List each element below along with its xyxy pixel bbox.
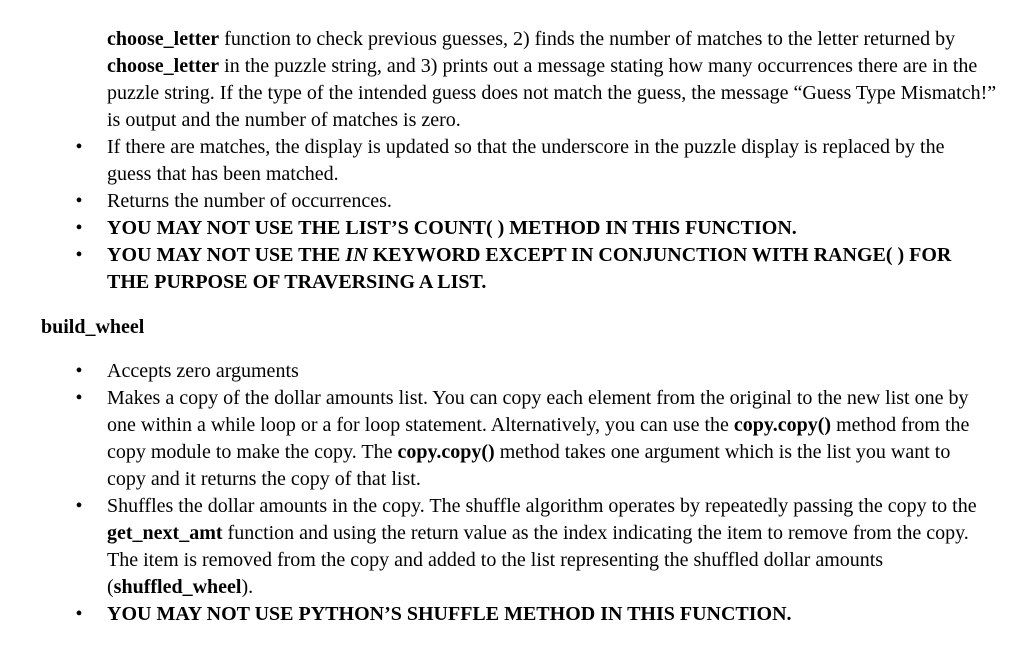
paragraph-text: in the puzzle string, and 3) prints out a message stating how many occurrences there are in the puzzle string. If the type of the intended guess does not match the guess, the message “Guess Type Mismatch!” is output and the number of matches is zero. — [107, 55, 997, 131]
list-item-text: Accepts zero arguments — [107, 360, 299, 382]
list-item-text-part: method takes one argument which is the list you want to copy and it returns the copy of that list. — [107, 441, 951, 490]
section-heading-build-wheel: build_wheel — [41, 316, 145, 338]
paragraph-text: function to check previous guesses, 2) finds the number of matches to the letter returned by — [219, 28, 956, 50]
list-item — [0, 134, 992, 188]
list-item-text-part: KEYWORD EXCEPT IN CONJUNCTION WITH RANGE( ) FOR THE PURPOSE OF TRAVERSING A LIST. — [107, 244, 952, 293]
list-item-text-part: method from the copy module to make the copy. The — [107, 414, 970, 463]
bullet-icon: • — [75, 217, 83, 239]
bullet-list-choose-letter — [0, 134, 1024, 296]
list-item — [0, 493, 992, 601]
list-item — [0, 242, 992, 296]
function-name-choose-letter: choose_letter — [107, 55, 220, 77]
list-item-text-part: YOU MAY NOT USE THE — [107, 244, 346, 266]
bullet-icon: • — [75, 603, 83, 625]
bullet-icon: • — [75, 136, 83, 158]
bullet-icon: • — [75, 387, 83, 409]
bullet-icon: • — [75, 495, 83, 517]
bullet-icon: • — [75, 190, 83, 212]
list-item-text: If there are matches, the display is updated so that the underscore in the puzzle display is replaced by the guess that has been matched. — [107, 136, 945, 185]
list-item — [0, 601, 992, 628]
bullet-list-build-wheel — [0, 358, 1024, 628]
list-item-text: Returns the number of occurrences. — [107, 190, 392, 212]
code-copy-copy: copy.copy() — [733, 414, 832, 436]
code-get-next-amt: get_next_amt — [107, 522, 223, 544]
list-item — [0, 215, 992, 242]
list-item-text-part: ). — [241, 576, 254, 598]
list-item-text — [107, 244, 951, 293]
code-shuffled-wheel: shuffled_wheel — [113, 576, 242, 598]
list-item-text-part: Shuffles the dollar amounts in the copy. The shuffle algorithm operates by repeatedly passing the copy to the — [107, 495, 977, 517]
list-item-text-part: Makes a copy of the dollar amounts list. You can copy each element from the original to the new list one by one within a while loop or a for loop statement. Alternatively, you can use the — [107, 387, 969, 436]
list-item-text — [107, 495, 977, 598]
bullet-icon: • — [75, 244, 83, 266]
list-item-text-part: function and using the return value as the index indicating the item to remove from the copy. The item is removed from the copy and added to the list representing the shuffled dollar amounts ( — [107, 522, 969, 598]
list-item — [0, 385, 992, 493]
bullet-icon: • — [75, 360, 83, 382]
function-name-choose-letter: choose_letter — [107, 28, 220, 50]
list-item-text — [107, 387, 969, 490]
continued-paragraph — [107, 26, 997, 134]
code-copy-copy: copy.copy() — [397, 441, 495, 463]
list-item — [0, 358, 992, 385]
keyword-in: IN — [345, 244, 368, 266]
list-item — [0, 188, 992, 215]
list-item-text: YOU MAY NOT USE PYTHON’S SHUFFLE METHOD IN THIS FUNCTION. — [107, 603, 792, 625]
list-item-text: YOU MAY NOT USE THE LIST’S COUNT( ) METHOD IN THIS FUNCTION. — [107, 217, 797, 239]
